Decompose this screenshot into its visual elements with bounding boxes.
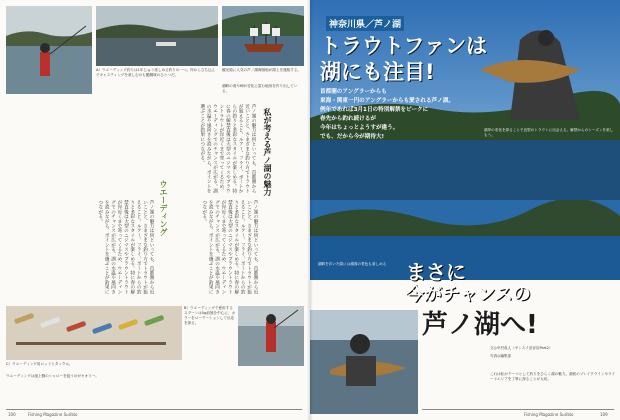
lead-line-5: 今年はちょっとようすが違う。 xyxy=(320,125,399,131)
lake-photo-caption: 湖畔を歩いた際には湖面の景色も楽しめる xyxy=(318,262,387,266)
page-number-left: 100 xyxy=(8,412,16,417)
photo-wader-red xyxy=(238,306,304,366)
caption-shore: 湖畔の湾や岬が変化に富む地形を作り出している。 xyxy=(222,84,298,93)
lead-line-4: 春先から釣れ続けるが xyxy=(320,116,376,122)
credit: 文◎中村成人（サンスイ渋谷店Part2） xyxy=(490,346,553,350)
caption-ship: 観光船に人気の芦ノ湖海賊船が湖上を運航する。 xyxy=(222,68,302,72)
kicker-label: 神奈川県／芦ノ湖 xyxy=(326,16,404,31)
lead-line-2: 東海・関東一円のアングラーからも愛される芦ノ湖。 xyxy=(320,98,454,104)
right-page xyxy=(310,0,620,420)
headline-line-1: まさに xyxy=(406,260,466,284)
photo-lake-boat xyxy=(96,6,218,66)
lead-line-1: 首都圏のアングラーからも xyxy=(320,89,387,95)
footer-left: Fishing Magazine Suriblo xyxy=(28,412,78,417)
side-note: 湖岸の変化を探ることで良型のトラウトに出会える。解禁からのシーズンを楽しもう。 xyxy=(484,128,614,137)
lead-line-6: でも、だから今が期待大! xyxy=(320,134,385,140)
bottom-note: これは私がテーマとして釣りをひらく湖の魅力。湖底のブレイクラインやウイードエリアを丁寧に探ることが大切。 xyxy=(490,372,616,381)
title-line-2: 湖にも注目! xyxy=(320,60,435,84)
photo-pirate-ship xyxy=(222,6,304,66)
headline-line-2: 今がチャンスの xyxy=(406,284,531,305)
caption-a: A）ウエーディング釣りは1年じゅう楽しめる釣りの一つ。岸から立ち込んでキャスティングを楽しむのも醍醐味のひとつだ。 xyxy=(96,68,216,77)
spread-gutter xyxy=(307,0,313,420)
photo-lures-tackle xyxy=(6,306,182,360)
page-number-right: 109 xyxy=(600,412,608,417)
credit-photo: 写真◎編集部 xyxy=(490,354,512,358)
footer-rule-right xyxy=(422,409,614,410)
lead-line-3: 例年であれば3月1日の特別解禁をピークに xyxy=(320,107,429,113)
footer-rule xyxy=(6,409,302,410)
column-subheading: ウエーディング xyxy=(159,180,168,236)
footer-right: Fishing Magazine Suriblo xyxy=(524,412,574,417)
headline-line-3: 芦ノ湖へ! xyxy=(422,310,538,340)
title-line-1: トラウトファンは xyxy=(320,34,487,58)
article-body-lower-right: 芦ノ湖の魅力は何といっても、首都圏から近いことと、さまざまな釣り方でトラウトが狙えること。ルアー、フライ、ボートからの釣りと多彩なスタイルが楽しめる。特に春の解禁直後は大型のニジマスやブラウントラウトが岸近くまで寄ってくるため、ウエーディングでのチャンスが広がる。湖の水温や風向きを読みながら、ポイントを選ぶことが釣果につながる。 xyxy=(201,200,258,294)
caption-wading: ウエーディングは風上側のシャローを狙うのがセオリー。 xyxy=(6,374,99,378)
photo-angler-wading xyxy=(6,6,92,94)
caption-b: B）ウエーディングで使用するスプーンは5g前後を中心に、カラーをローテーションして反応を探る。 xyxy=(184,306,236,325)
column-heading: 私が考える芦ノ湖の魅力 xyxy=(263,108,272,196)
article-body-lower: 芦ノ湖の魅力は何といっても、首都圏から近いことと、さまざまな釣り方でトラウトが狙えること。ルアー、フライ、ボートからの釣りと多彩なスタイルが楽しめる。特に春の解禁直後は大型のニジマスやブラウントラウトが岸近くまで寄ってくるため、ウエーディングでのチャンスが広がる。湖の水温や風向きを読みながら、ポイントを選ぶことが釣果につながる。 xyxy=(97,200,154,294)
photo-angler-holding-trout xyxy=(310,310,418,414)
article-body-upper: 芦ノ湖の魅力は何といっても、首都圏から近いことと、さまざまな釣り方でトラウトが狙えること。ルアー、フライ、ボートからの釣りと多彩なスタイルが楽しめる。特に春の解禁直後は大型のニジマスやブラウントラウトが岸近くまで寄ってくるため、ウエーディングでのチャンスが広がる。湖の水温や風向きを読みながら、ポイントを選ぶことが釣果につながる。 xyxy=(199,104,256,194)
caption-c: C）ウエーディング用ロッドとタックル。 xyxy=(6,362,73,366)
